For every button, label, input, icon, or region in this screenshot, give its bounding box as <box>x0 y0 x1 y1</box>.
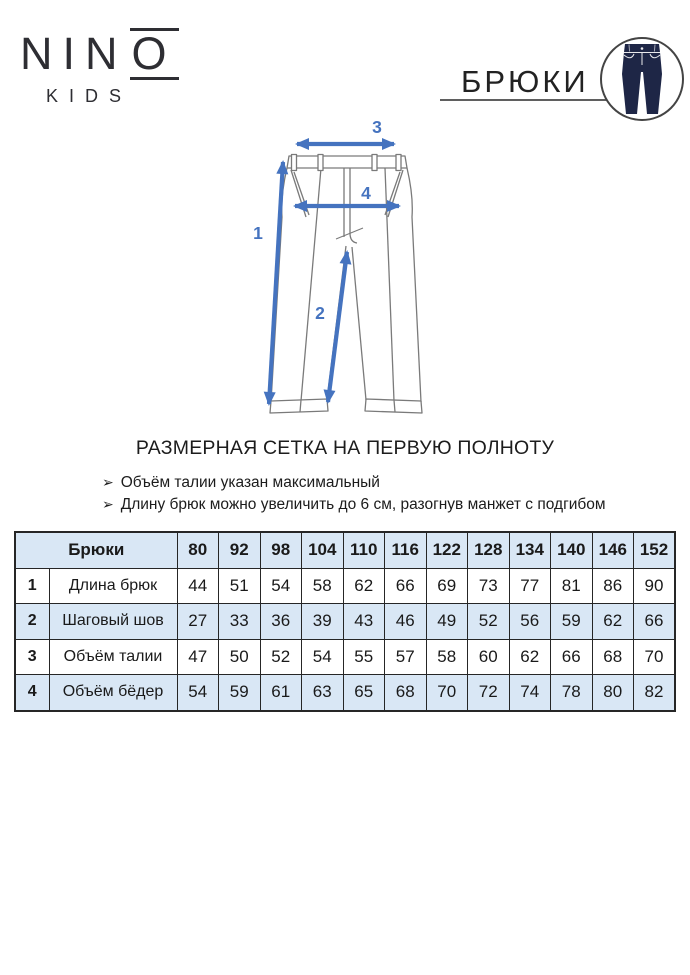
measurement-value: 90 <box>634 568 676 604</box>
size-column-header: 116 <box>385 532 427 568</box>
measurement-value: 73 <box>468 568 510 604</box>
measurement-value: 33 <box>219 604 261 640</box>
pants-technical-drawing <box>225 105 465 435</box>
measurement-value: 70 <box>426 675 468 711</box>
table-row <box>15 639 675 675</box>
size-column-header: 110 <box>343 532 385 568</box>
table-row <box>15 675 675 711</box>
measurement-value: 60 <box>468 639 510 675</box>
measurement-value: 46 <box>385 604 427 640</box>
row-number: 2 <box>15 604 49 640</box>
size-column-header: 104 <box>302 532 344 568</box>
measurement-value: 49 <box>426 604 468 640</box>
brand-name <box>20 28 179 80</box>
label-2: 2 <box>315 303 325 323</box>
note-item <box>102 494 606 516</box>
size-column-header: 92 <box>219 532 261 568</box>
measurement-value: 56 <box>509 604 551 640</box>
arrow-labels <box>253 117 382 323</box>
measurement-value: 70 <box>634 639 676 675</box>
arrow-inseam <box>328 252 347 402</box>
row-label: Объём бёдер <box>49 675 177 711</box>
pants-measurement-diagram <box>225 105 465 435</box>
measurement-value: 62 <box>509 639 551 675</box>
measurement-value: 66 <box>634 604 676 640</box>
measurement-value: 59 <box>219 675 261 711</box>
note-bullet-icon: ➢ <box>102 495 114 512</box>
measurement-value: 43 <box>343 604 385 640</box>
measurement-value: 68 <box>592 639 634 675</box>
measurement-value: 77 <box>509 568 551 604</box>
measurement-value: 58 <box>426 639 468 675</box>
size-column-header: 134 <box>509 532 551 568</box>
measurement-value: 61 <box>260 675 302 711</box>
measurement-value: 54 <box>177 675 219 711</box>
measurement-value: 52 <box>468 604 510 640</box>
measurement-value: 39 <box>302 604 344 640</box>
measurement-value: 63 <box>302 675 344 711</box>
category-title: БРЮКИ <box>461 64 589 99</box>
measurement-value: 59 <box>551 604 593 640</box>
label-4: 4 <box>361 183 371 203</box>
row-label: Объём талии <box>49 639 177 675</box>
measurement-value: 62 <box>592 604 634 640</box>
label-1: 1 <box>253 223 263 243</box>
measurement-value: 54 <box>302 639 344 675</box>
measurement-value: 78 <box>551 675 593 711</box>
size-column-header: 122 <box>426 532 468 568</box>
label-3: 3 <box>372 117 382 137</box>
measurement-value: 62 <box>343 568 385 604</box>
measurement-value: 80 <box>592 675 634 711</box>
size-column-header: 146 <box>592 532 634 568</box>
row-label: Шаговый шов <box>49 604 177 640</box>
measurement-value: 86 <box>592 568 634 604</box>
brand-logo-o: O <box>131 28 177 79</box>
table-corner-label: Брюки <box>15 532 177 568</box>
measurement-value: 81 <box>551 568 593 604</box>
measurement-value: 54 <box>260 568 302 604</box>
brand-name-prefix: NIN <box>20 28 128 79</box>
brand-subtitle: KIDS <box>46 85 133 106</box>
note-item <box>102 472 606 494</box>
category-divider <box>440 99 608 101</box>
measurement-value: 66 <box>551 639 593 675</box>
measurement-value: 58 <box>302 568 344 604</box>
brand-logo <box>20 28 179 107</box>
trousers-outline <box>270 155 422 414</box>
measurement-value: 66 <box>385 568 427 604</box>
measurement-value: 72 <box>468 675 510 711</box>
measurement-value: 68 <box>385 675 427 711</box>
measurement-value: 74 <box>509 675 551 711</box>
size-column-header: 128 <box>468 532 510 568</box>
arrow-side-length <box>269 162 283 404</box>
table-row <box>15 568 675 604</box>
table-header-row <box>15 532 675 568</box>
measurement-value: 52 <box>260 639 302 675</box>
note-text: Длину брюк можно увеличить до 6 см, разогнув манжет с подгибом <box>120 495 606 513</box>
measurement-value: 65 <box>343 675 385 711</box>
measurement-value: 36 <box>260 604 302 640</box>
measurement-value: 47 <box>177 639 219 675</box>
row-number: 4 <box>15 675 49 711</box>
page-title: РАЗМЕРНАЯ СЕТКА НА ПЕРВУЮ ПОЛНОТУ <box>135 437 555 459</box>
measurement-value: 27 <box>177 604 219 640</box>
measurement-arrows <box>269 144 399 404</box>
table-row <box>15 604 675 640</box>
measurement-value: 44 <box>177 568 219 604</box>
pants-icon <box>618 42 666 116</box>
size-column-header: 140 <box>551 532 593 568</box>
size-table <box>14 531 676 712</box>
size-column-header: 152 <box>634 532 676 568</box>
size-column-header: 80 <box>177 532 219 568</box>
note-bullet-icon: ➢ <box>102 474 114 490</box>
row-label: Длина брюк <box>49 568 177 604</box>
row-number: 3 <box>15 639 49 675</box>
measurement-value: 51 <box>219 568 261 604</box>
category-badge <box>600 37 684 121</box>
measurement-value: 50 <box>219 639 261 675</box>
size-column-header: 98 <box>260 532 302 568</box>
notes-list <box>102 472 606 515</box>
note-text: Объём талии указан максимальный <box>120 474 380 491</box>
measurement-value: 82 <box>634 675 676 711</box>
measurement-value: 55 <box>343 639 385 675</box>
measurement-value: 57 <box>385 639 427 675</box>
measurement-value: 69 <box>426 568 468 604</box>
row-number: 1 <box>15 568 49 604</box>
